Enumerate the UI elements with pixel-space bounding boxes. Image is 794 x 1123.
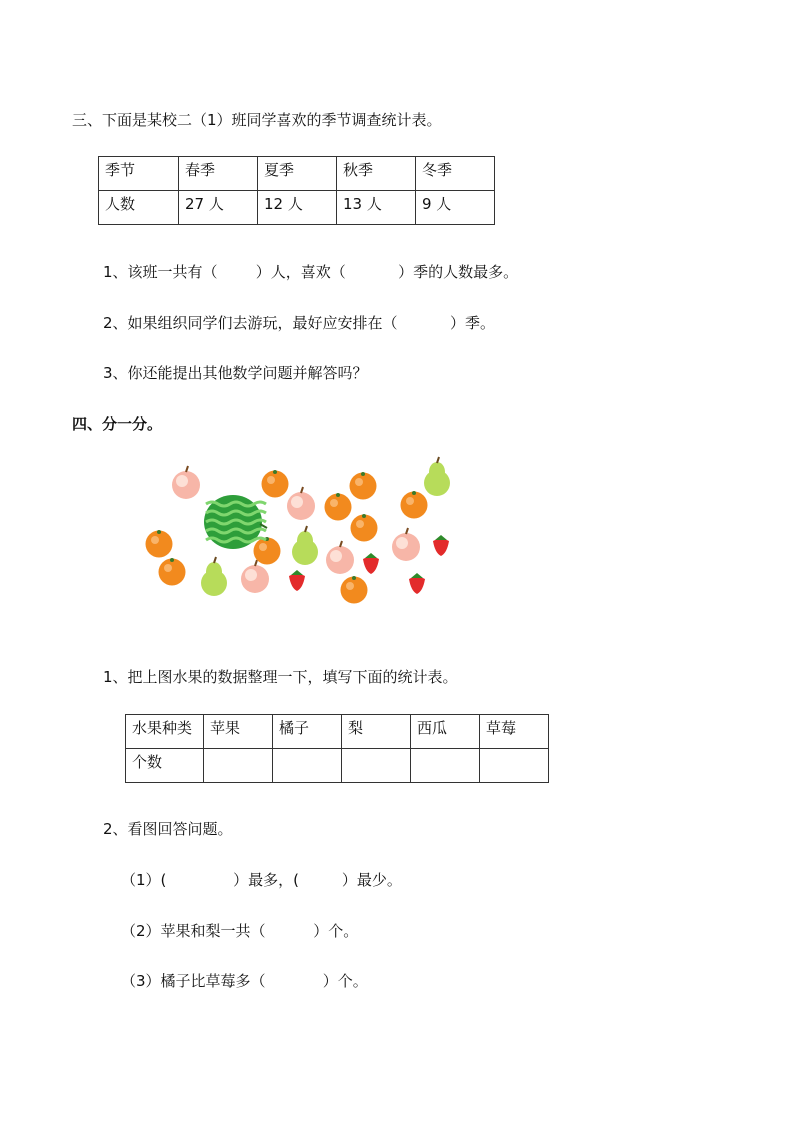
orange-icon	[146, 530, 173, 558]
section-3-heading: 三、下面是某校二（1）班同学喜欢的季节调查统计表。	[72, 111, 442, 129]
table-cell: 草莓	[480, 715, 549, 749]
orange-icon	[351, 514, 378, 542]
strawberry-icon	[433, 535, 449, 556]
section-4-question-1: 1、把上图水果的数据整理一下，填写下面的统计表。	[103, 668, 458, 686]
apple-icon	[326, 541, 354, 574]
strawberry-icon	[409, 573, 425, 594]
orange-icon	[401, 491, 428, 519]
fill-in-cell[interactable]	[204, 749, 273, 783]
table-cell: 季节	[99, 157, 179, 191]
fruit-table-header-row	[126, 715, 549, 749]
orange-icon	[262, 470, 289, 498]
watermelon-icon	[204, 495, 267, 549]
fill-in-cell[interactable]	[273, 749, 342, 783]
table-cell: 夏季	[258, 157, 337, 191]
table-cell: 水果种类	[126, 715, 204, 749]
apple-icon	[172, 466, 200, 499]
table-cell: 个数	[126, 749, 204, 783]
strawberry-icon	[363, 553, 379, 574]
table-cell: 27 人	[179, 191, 258, 225]
fruit-table-count-row	[126, 749, 549, 783]
table-cell: 人数	[99, 191, 179, 225]
apple-icon	[287, 487, 315, 520]
section-3-question-3: 3、你还能提出其他数学问题并解答吗？	[103, 364, 368, 382]
season-table	[98, 156, 495, 225]
orange-icon	[325, 493, 352, 521]
strawberry-icon	[289, 570, 305, 591]
apple-icon	[241, 560, 269, 593]
section-3-question-2: 2、如果组织同学们去游玩，最好应安排在（ ）季。	[103, 314, 495, 332]
section-4-question-2: 2、看图回答问题。	[103, 820, 233, 838]
orange-icon	[159, 558, 186, 586]
pear-icon	[292, 526, 318, 565]
table-cell: 苹果	[204, 715, 273, 749]
pear-icon	[201, 557, 227, 596]
table-cell: 秋季	[337, 157, 416, 191]
fruit-picture	[140, 455, 460, 610]
table-cell: 13 人	[337, 191, 416, 225]
sub-question-1: （1）( ）最多，( ）最少。	[121, 871, 402, 889]
fill-in-cell[interactable]	[411, 749, 480, 783]
orange-icon	[341, 576, 368, 604]
table-cell: 冬季	[416, 157, 495, 191]
orange-icon	[350, 472, 377, 500]
sub-question-3: （3）橘子比草莓多（ ）个。	[121, 972, 368, 990]
season-table-header-row	[99, 157, 495, 191]
table-cell: 春季	[179, 157, 258, 191]
table-cell: 12 人	[258, 191, 337, 225]
apple-icon	[392, 528, 420, 561]
orange-icon	[254, 537, 281, 565]
pear-icon	[424, 457, 450, 496]
section-3-question-1: 1、该班一共有（ ）人，喜欢（ ）季的人数最多。	[103, 263, 519, 281]
fruit-table	[125, 714, 549, 783]
table-cell: 橘子	[273, 715, 342, 749]
fill-in-cell[interactable]	[480, 749, 549, 783]
table-cell: 梨	[342, 715, 411, 749]
table-cell: 西瓜	[411, 715, 480, 749]
sub-question-2: （2）苹果和梨一共（ ）个。	[121, 922, 359, 940]
table-cell: 9 人	[416, 191, 495, 225]
season-table-count-row	[99, 191, 495, 225]
section-4-heading: 四、分一分。	[72, 415, 163, 433]
fill-in-cell[interactable]	[342, 749, 411, 783]
